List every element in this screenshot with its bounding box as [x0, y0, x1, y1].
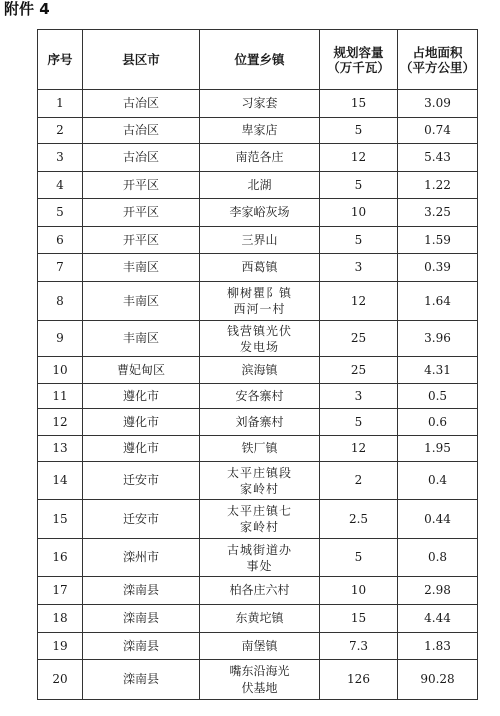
cell-capacity: 15 — [320, 90, 398, 118]
cell-county: 开平区 — [83, 227, 200, 254]
header-capacity-line1: 规划容量 — [333, 44, 384, 60]
cell-area: 3.25 — [398, 199, 478, 227]
cell-seq: 14 — [38, 462, 83, 500]
cell-seq: 1 — [38, 90, 83, 118]
cell-seq: 13 — [38, 436, 83, 462]
attachment-title: 附件 4 — [4, 0, 50, 18]
cell-county: 古冶区 — [83, 90, 200, 118]
cell-capacity: 10 — [320, 199, 398, 227]
cell-town: 习家套 — [200, 90, 320, 118]
table-row — [38, 172, 478, 199]
header-area-line1: 占地面积 — [412, 44, 463, 60]
cell-town — [200, 462, 320, 500]
cell-county: 滦南县 — [83, 660, 200, 700]
header-capacity-line2: （万千瓦） — [327, 59, 390, 75]
cell-area: 1.64 — [398, 282, 478, 321]
cell-town: 三界山 — [200, 227, 320, 254]
cell-seq: 9 — [38, 321, 83, 357]
cell-area: 0.5 — [398, 384, 478, 409]
cell-county: 丰南区 — [83, 254, 200, 282]
cell-capacity: 5 — [320, 227, 398, 254]
cell-capacity: 25 — [320, 321, 398, 357]
cell-seq: 15 — [38, 500, 83, 539]
cell-capacity: 12 — [320, 282, 398, 321]
cell-town: 柏各庄六村 — [200, 577, 320, 605]
cell-area: 0.4 — [398, 462, 478, 500]
cell-capacity: 5 — [320, 118, 398, 144]
cell-area: 5.43 — [398, 144, 478, 172]
table-header-row — [38, 30, 478, 90]
table-row — [38, 539, 478, 577]
header-capacity — [320, 30, 398, 90]
cell-town: 西葛镇 — [200, 254, 320, 282]
table-row — [38, 462, 478, 500]
table-row — [38, 227, 478, 254]
table-row — [38, 357, 478, 384]
cell-town — [200, 539, 320, 577]
header-seq: 序号 — [38, 30, 83, 90]
cell-area: 1.22 — [398, 172, 478, 199]
table-row — [38, 118, 478, 144]
cell-town — [200, 321, 320, 357]
header-area-line2: （平方公里） — [399, 59, 475, 75]
table-row — [38, 254, 478, 282]
table-row — [38, 199, 478, 227]
cell-capacity: 7.3 — [320, 633, 398, 660]
table-row — [38, 384, 478, 409]
cell-area: 0.74 — [398, 118, 478, 144]
cell-county: 古冶区 — [83, 144, 200, 172]
cell-seq: 6 — [38, 227, 83, 254]
cell-seq: 3 — [38, 144, 83, 172]
cell-town-text: 太平庄镇七家岭村 — [226, 504, 292, 534]
cell-town: 南堡镇 — [200, 633, 320, 660]
table-row — [38, 409, 478, 436]
cell-area: 0.6 — [398, 409, 478, 436]
cell-seq: 2 — [38, 118, 83, 144]
cell-county: 开平区 — [83, 199, 200, 227]
cell-capacity: 3 — [320, 384, 398, 409]
cell-capacity: 12 — [320, 436, 398, 462]
cell-town: 安各寨村 — [200, 384, 320, 409]
cell-town: 南范各庄 — [200, 144, 320, 172]
cell-area: 0.39 — [398, 254, 478, 282]
cell-area: 1.59 — [398, 227, 478, 254]
cell-seq: 16 — [38, 539, 83, 577]
cell-town: 铁厂镇 — [200, 436, 320, 462]
cell-county: 滦南县 — [83, 577, 200, 605]
header-county: 县区市 — [83, 30, 200, 90]
cell-capacity: 5 — [320, 409, 398, 436]
cell-county: 遵化市 — [83, 436, 200, 462]
cell-capacity: 3 — [320, 254, 398, 282]
cell-seq: 7 — [38, 254, 83, 282]
cell-town: 刘备寨村 — [200, 409, 320, 436]
cell-seq: 11 — [38, 384, 83, 409]
cell-county: 滦州市 — [83, 539, 200, 577]
cell-capacity: 126 — [320, 660, 398, 700]
cell-area: 3.96 — [398, 321, 478, 357]
cell-seq: 4 — [38, 172, 83, 199]
cell-capacity: 15 — [320, 605, 398, 633]
table-row — [38, 633, 478, 660]
table-row — [38, 577, 478, 605]
header-town: 位置乡镇 — [200, 30, 320, 90]
table-row — [38, 321, 478, 357]
cell-capacity: 5 — [320, 539, 398, 577]
cell-area: 1.95 — [398, 436, 478, 462]
table-row — [38, 90, 478, 118]
cell-county: 开平区 — [83, 172, 200, 199]
cell-area: 0.44 — [398, 500, 478, 539]
cell-county: 迁安市 — [83, 500, 200, 539]
cell-capacity: 2.5 — [320, 500, 398, 539]
cell-seq: 5 — [38, 199, 83, 227]
cell-town-text: 太平庄镇段家岭村 — [226, 465, 292, 496]
cell-town: 北湖 — [200, 172, 320, 199]
cell-seq: 20 — [38, 660, 83, 700]
cell-capacity: 25 — [320, 357, 398, 384]
table-row — [38, 500, 478, 539]
cell-town — [200, 660, 320, 700]
cell-county: 滦南县 — [83, 605, 200, 633]
table-row — [38, 282, 478, 321]
cell-county: 丰南区 — [83, 282, 200, 321]
cell-county: 迁安市 — [83, 462, 200, 500]
cell-town: 李家峪灰场 — [200, 199, 320, 227]
cell-area: 1.83 — [398, 633, 478, 660]
cell-capacity: 12 — [320, 144, 398, 172]
header-area — [398, 30, 478, 90]
cell-capacity: 10 — [320, 577, 398, 605]
cell-seq: 17 — [38, 577, 83, 605]
pv-site-table — [37, 29, 478, 700]
cell-town: 滨海镇 — [200, 357, 320, 384]
table-row — [38, 605, 478, 633]
cell-area: 4.44 — [398, 605, 478, 633]
cell-seq: 10 — [38, 357, 83, 384]
cell-capacity: 5 — [320, 172, 398, 199]
cell-county: 滦南县 — [83, 633, 200, 660]
cell-town: 卑家店 — [200, 118, 320, 144]
cell-area: 2.98 — [398, 577, 478, 605]
cell-county: 古冶区 — [83, 118, 200, 144]
cell-town-text: 钱营镇光伏发电场 — [226, 323, 292, 354]
cell-town-text: 柳树瞿阝镇西河一村 — [226, 286, 292, 316]
table-row — [38, 144, 478, 172]
cell-area: 90.28 — [398, 660, 478, 700]
cell-town — [200, 282, 320, 321]
cell-area: 3.09 — [398, 90, 478, 118]
cell-seq: 19 — [38, 633, 83, 660]
cell-county: 遵化市 — [83, 384, 200, 409]
cell-county: 曹妃甸区 — [83, 357, 200, 384]
cell-county: 丰南区 — [83, 321, 200, 357]
cell-area: 4.31 — [398, 357, 478, 384]
cell-area: 0.8 — [398, 539, 478, 577]
cell-town: 东黄坨镇 — [200, 605, 320, 633]
table-row — [38, 660, 478, 700]
cell-seq: 18 — [38, 605, 83, 633]
table-row — [38, 436, 478, 462]
cell-seq: 8 — [38, 282, 83, 321]
cell-town-text: 嘴东沿海光伏基地 — [229, 663, 290, 695]
cell-capacity: 2 — [320, 462, 398, 500]
cell-town-text: 古城街道办事处 — [226, 542, 292, 573]
cell-seq: 12 — [38, 409, 83, 436]
cell-town — [200, 500, 320, 539]
cell-county: 遵化市 — [83, 409, 200, 436]
